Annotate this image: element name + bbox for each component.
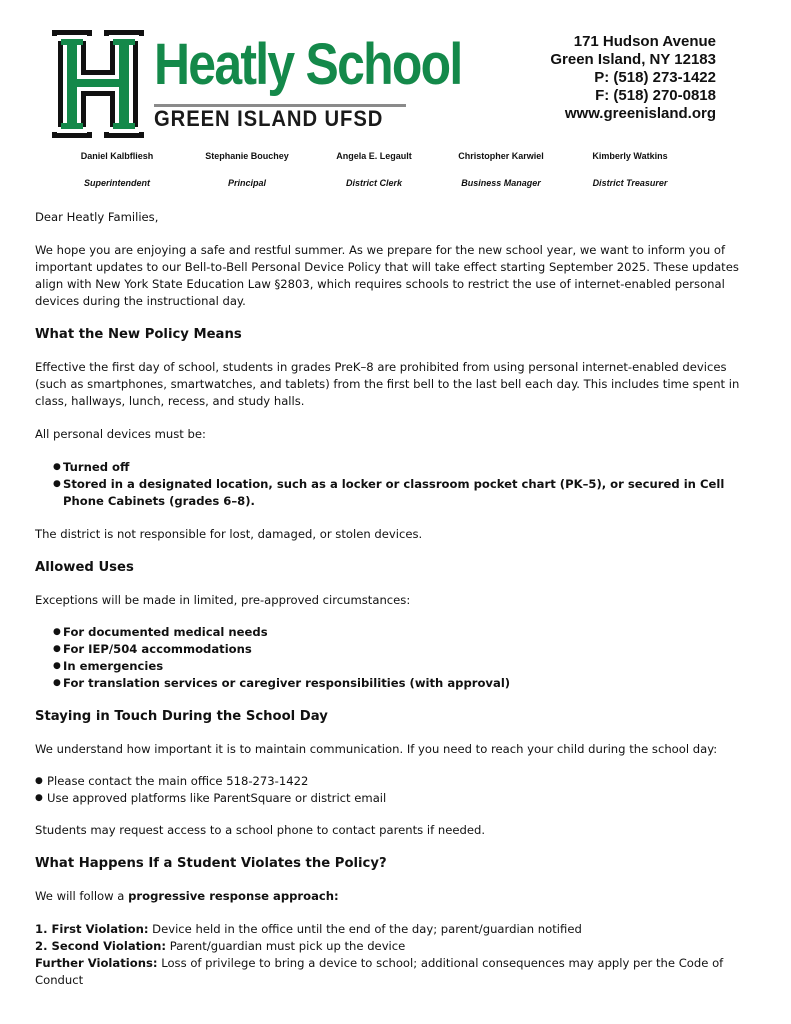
step-label: Further Violations: [35, 956, 158, 970]
step-text: Device held in the office until the end of the day; parent/guardian notified [148, 922, 582, 936]
intro-prefix: We will follow a [35, 889, 129, 903]
section-heading-violations: What Happens If a Student Violates the Policy? [35, 856, 387, 871]
district-name: GREEN ISLAND UFSD [154, 106, 384, 131]
staff-name: Daniel Kalbfliesh [80, 151, 154, 161]
street-address: 171 Hudson Avenue [573, 33, 716, 50]
staff-title: Superintendent [83, 178, 150, 188]
city-state-zip: Green Island, NY 12183 [550, 51, 716, 68]
step-label: 2. Second Violation: [35, 939, 167, 953]
section-heading-contact: Staying in Touch During the School Day [35, 709, 328, 724]
salutation: Dear Heatly Families, [35, 210, 159, 224]
phone-access-note: Students may request access to a school phone to contact parents if needed. [35, 823, 486, 837]
phone-number: P: (518) 273-1422 [594, 69, 716, 86]
must-be-list [35, 459, 740, 510]
intro-paragraph: We hope you are enjoying a safe and restful summer. As we prepare for the new school year, we want to inform you of important updates to our Bell-to-Bell Personal Device Policy that will take effect starting September 2025. These updates align with New York State Education Law §2803, which requires schools to restrict the use of internet-enabled personal devices during the instructional day. [35, 243, 739, 308]
staff-title: Business Manager [461, 178, 541, 188]
section-heading-allowed: Allowed Uses [35, 560, 134, 575]
school-logo-h-icon [52, 30, 144, 138]
violation-step [35, 938, 740, 955]
list-item: ● In emergencies [35, 658, 740, 675]
disclaimer: The district is not responsible for lost, damaged, or stolen devices. [35, 527, 423, 541]
list-item: ● For documented medical needs [35, 624, 740, 641]
intro-bold: progressive response approach: [128, 889, 339, 903]
school-name: Heatly School [154, 32, 462, 97]
letterhead [0, 0, 791, 200]
letter-body [35, 209, 740, 989]
staff-title: District Treasurer [592, 178, 668, 188]
allowed-intro: Exceptions will be made in limited, pre-approved circumstances: [35, 593, 411, 607]
step-text: Loss of privilege to bring a device to school; additional consequences may apply per the Code of Conduct [35, 956, 724, 987]
list-item: ● Stored in a designated location, such as a locker or classroom pocket chart (PK–5), or secured in Cell Phone Cabinets (grades 6–8). [35, 476, 740, 510]
staff-name: Kimberly Watkins [592, 151, 668, 161]
violations-intro [35, 888, 740, 905]
violation-step [35, 955, 740, 989]
staff-name: Stephanie Bouchey [205, 151, 289, 161]
list-item: ● For IEP/504 accommodations [35, 641, 740, 658]
step-label: 1. First Violation: [35, 922, 149, 936]
staff-title: Principal [227, 178, 266, 188]
list-item: ● Please contact the main office 518-273-1422 [35, 773, 740, 790]
fax-number: F: (518) 270-0818 [595, 87, 716, 104]
contact-intro: We understand how important it is to maintain communication. If you need to reach your child during the school day: [35, 742, 718, 756]
staff-name: Angela E. Legault [336, 151, 412, 161]
violation-step [35, 921, 740, 938]
contact-list [35, 773, 740, 807]
contact-block [550, 33, 716, 123]
staff-name: Christopher Karwiel [458, 151, 544, 161]
staff-title: District Clerk [345, 178, 403, 188]
section-heading-policy: What the New Policy Means [35, 327, 242, 342]
list-item: ● For translation services or caregiver responsibilities (with approval) [35, 675, 740, 692]
list-item: ● Use approved platforms like ParentSquare or district email [35, 790, 740, 807]
allowed-list [35, 624, 740, 692]
must-be-intro: All personal devices must be: [35, 427, 206, 441]
policy-paragraph: Effective the first day of school, students in grades PreK–8 are prohibited from using personal internet-enabled devices (such as smartphones, smartwatches, and tablets) from the first bell to the last bell each day. This includes time spent in class, hallways, lunch, recess, and study halls. [35, 360, 740, 408]
step-text: Parent/guardian must pick up the device [166, 939, 406, 953]
website-link[interactable]: www.greenisland.org [564, 105, 716, 122]
list-item: ● Turned off [35, 459, 740, 476]
